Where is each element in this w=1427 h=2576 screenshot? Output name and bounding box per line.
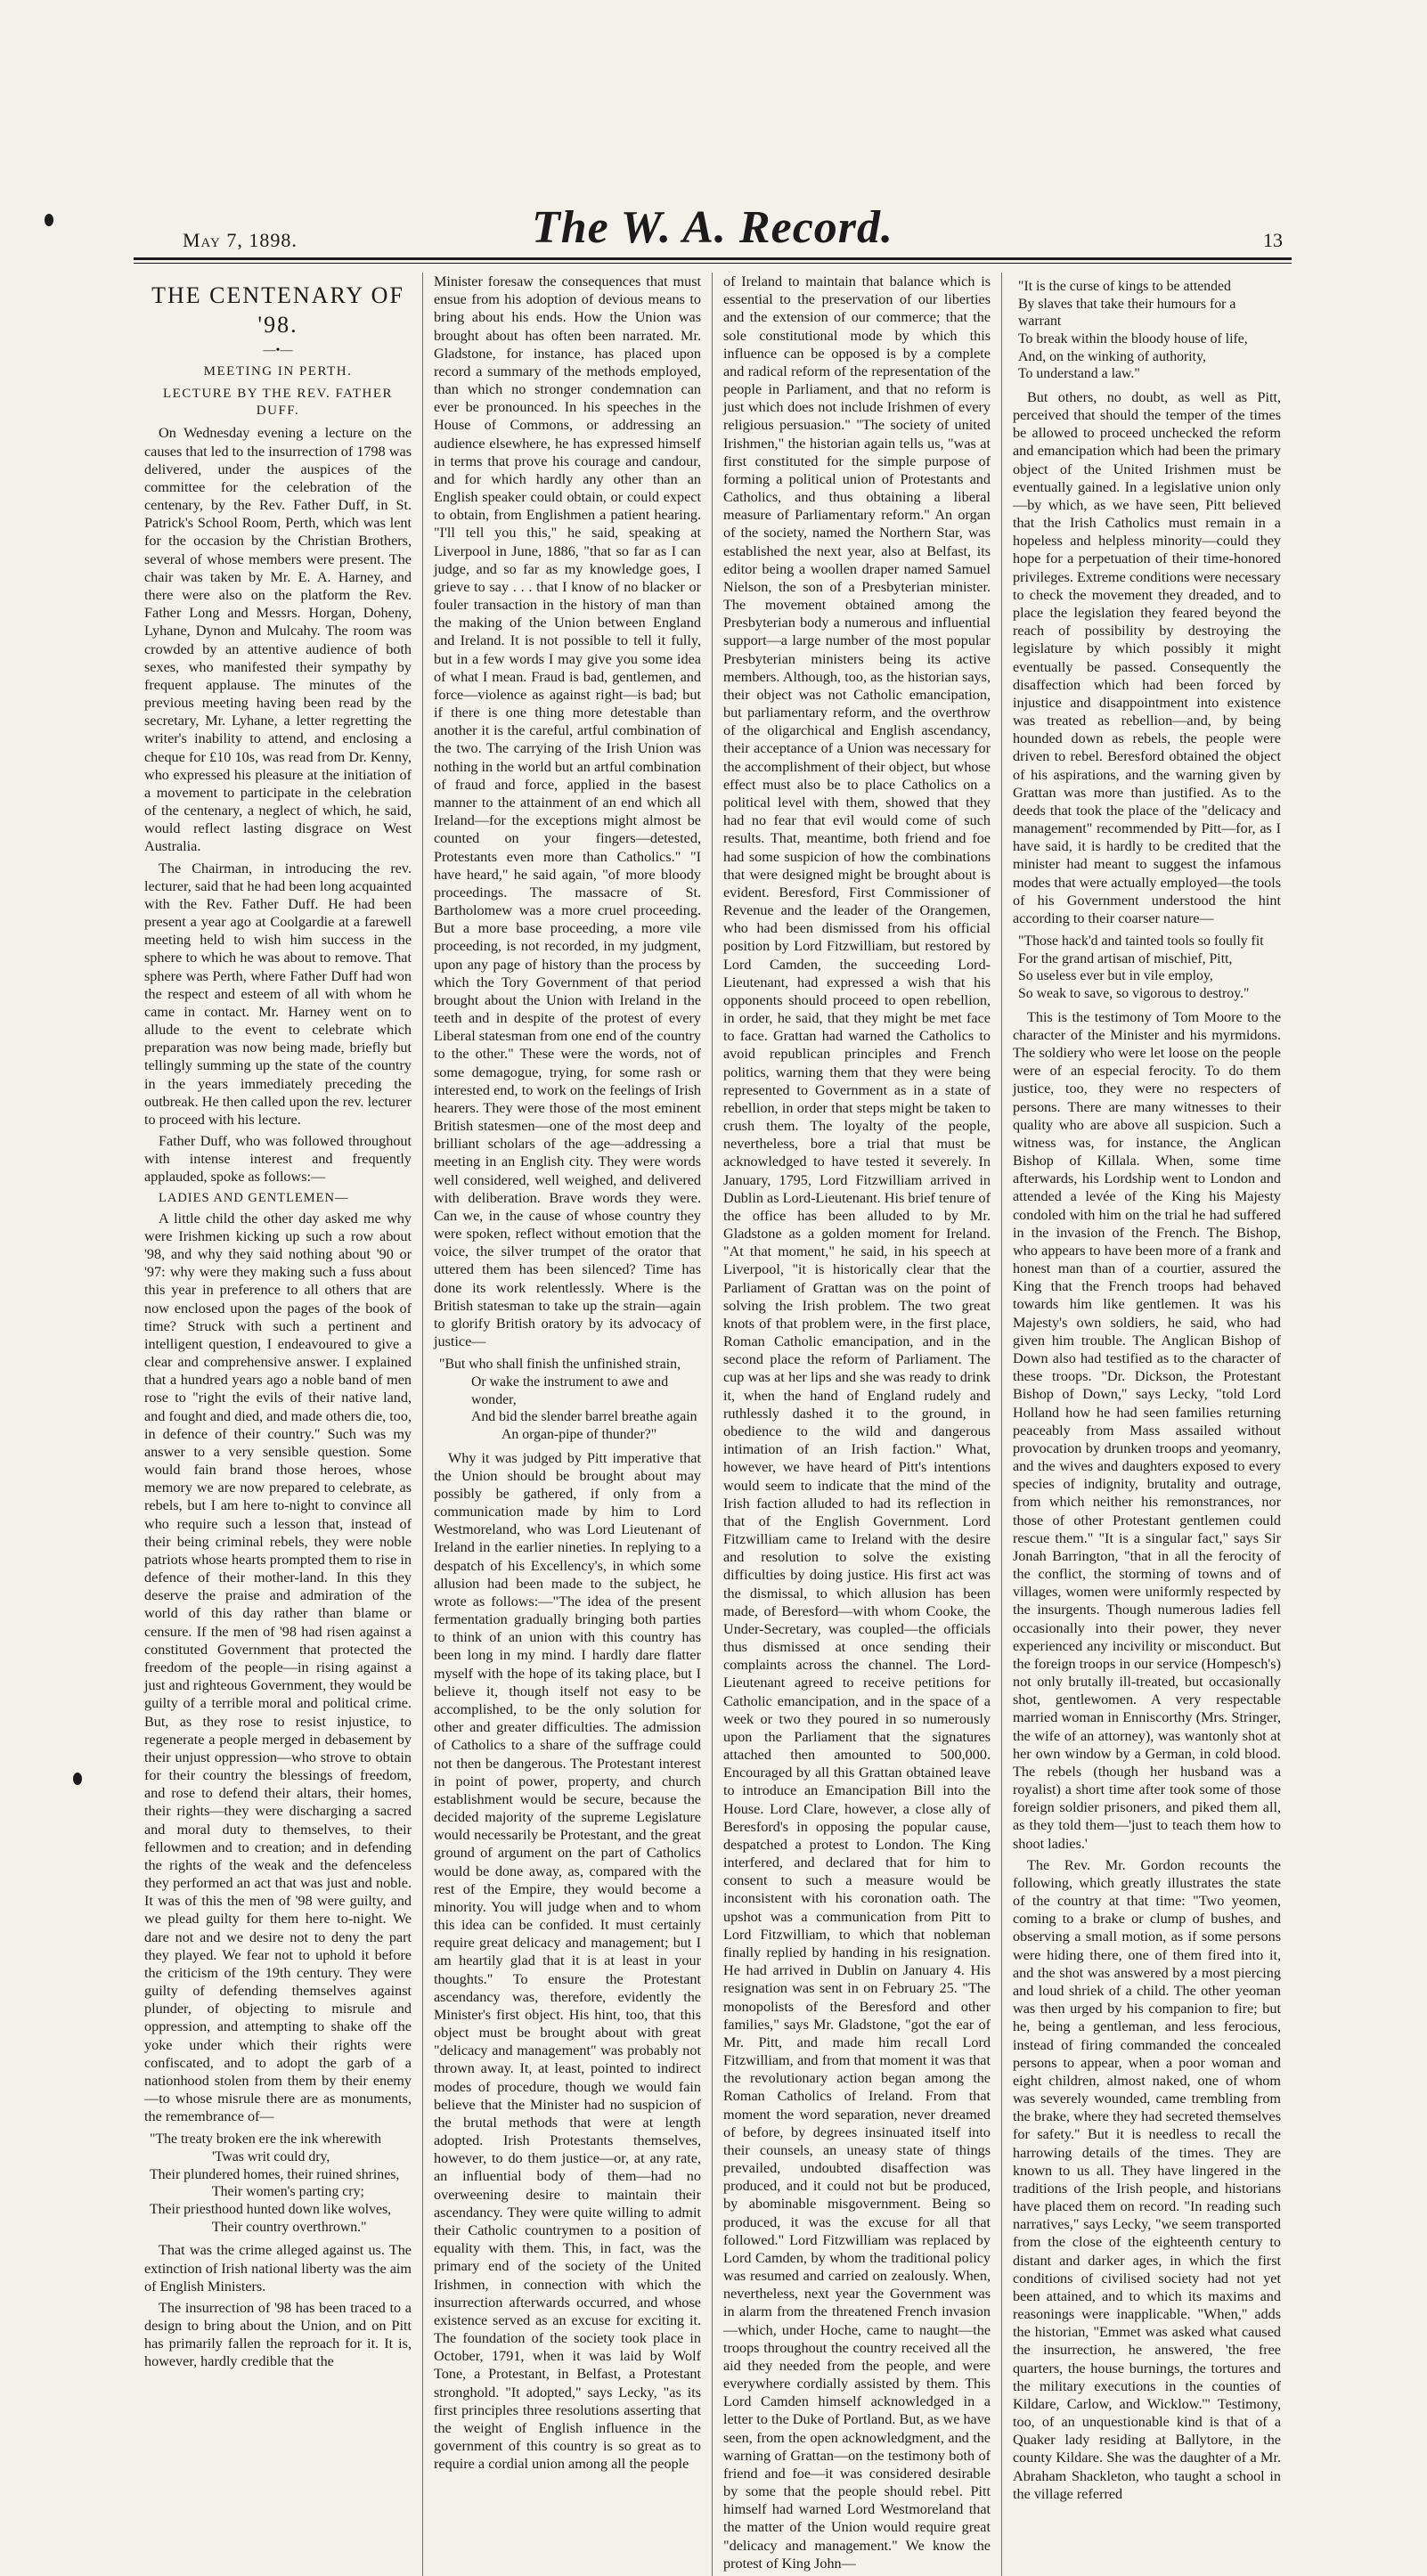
paragraph: Why it was judged by Pitt imperative that the Union should be brought about may possibly be gathered, if only from a communication made by him to Lord Westmoreland, who was Lord Lieutenant of Ireland in the earlier nineties. In replying to a despatch of his Excellency's, in which some allusion had been made to the subject, he wrote as follows:—"The idea of the present fermentation gradually bringing both parties to think of an union with this country has been long in my mind. I hardly dare flatter myself with the hope of its taking place, but I believe it, though itself not easy to be accomplished, to be the only solution for other and greater difficulties. The admission of Catholics to a share of the suffrage could not then be dangerous. The Protestant interest in point of power, property, and church establishment would be secure, because the decided majority of the supreme Legislature would necessarily be Protestant, and the great ground of argument on the part of Catholics would be done away, as, compared with the rest of the Empire, they would become a minority. You will judge when and to whom this idea can be confided. It must certainly require great delicacy and management; but I am heartily glad that it is at least in your thoughts." To ensure the Protestant ascendancy was, therefore, evidently the Minister's first object. His hint, too, that this object must be brought about with great "delicacy and management" was probably not thrown away. It, at least, pointed to indirect modes of procedure, though we would fain believe that the Minister had no suspicion of the brutal methods that were at length adopted. Irish Protestants themselves, however, to do them justice—or, at any rate, an influential body of them—had no overweening desire to maintain their ascendancy. They were quite willing to admit their Catholic countrymen to a position of equality with them. This, in fact, was the primary end of the society of the United Irishmen, in connection with which the insurrection afterwards occurred, and whose existence served as an excuse for exciting it. The foundation of the society took place in October, 1791, when it was laid by Wolf Tone, a Protestant, in Belfast, a Protestant stronghold. "It adopted," says Lecky, "as its first principles three resolutions asserting that the weight of English influence in the government of this country is so great as to require a cordial union among all the people xyxy=(434,1449,701,2473)
paragraph: Minister foresaw the consequences that must ensue from his adoption of devious means to bring about his ends. How the Union was brought about has often been narrated. Mr. Gladstone, for instance, has placed upon record a summary of the methods employed, than which no stronger condemnation can ever be pronounced. In his speeches in the House of Commons, or addressing an audience elsewhere, he has expressed himself in terms that prove his courage and candour, and for which hardly any other than an English speaker could obtain, or could expect to obtain, from Englishmen a patient hearing. "I'll tell you this," he said, speaking at Liverpool in June, 1886, "that so far as I can judge, and so far as my knowledge goes, I grieve to say . . . that I know of no blacker or fouler transaction in the history of man than the making of the Union between England and Ireland. It is not possible to tell it fully, but in a few words I may give you some idea of what I mean. Fraud is bad, gentlemen, and force—violence as against right—is bad; but if there is one thing more detestable than another it is the careful, artful combination of the two. The carrying of the Irish Union was nothing in the world but an artful combination of fraud and force, applied in the basest manner to the attainment of an end which all Ireland—for the exceptions might almost be counted on your fingers—detested, Protestants even more than Catholics." "I have heard," he said again, "of more bloody proceedings. The massacre of St. Bartholomew was a more cruel proceeding. But a more base proceeding, a more vile proceeding, is not recorded, in my judgment, upon any page of history than the process by which the Tory Government of that period brought about the Union with Ireland in the teeth and in despite of the protest of every Liberal statesman from one end of the country to the other." These were the words, not of some demagogue, trying, for some rash or interested end, to work on the feelings of Irish hearers. They were those of the most eminent British statesmen—one of the most deep and brilliant scholars of the age—addressing a meeting in an English city. They were words well considered, well weighed, and delivered with deliberation. Brave words they were. Can we, in the cause of whose country they were spoken, reflect without emotion that the voice, the silver trumpet of the orator that uttered them has been silenced? Time has done its work relentlessly. Where is the British statesman to take up the strain—again to glorify British oratory by its advocacy of justice— xyxy=(434,273,701,1350)
verse-line: "But who shall finish the unfinished strain, xyxy=(439,1357,681,1373)
article-columns xyxy=(134,273,1292,2572)
verse-line: And bid the slender barrel breathe again xyxy=(471,1409,697,1425)
verse-line: For the grand artisan of mischief, Pitt, xyxy=(1018,950,1233,966)
paragraph: But others, no doubt, as well as Pitt, perceived that should the temper of the times be allowed to proceed unchecked the reform and emancipation which had been the primary object of the United Irishmen must be eventually gained. In a legislative union only—by which, as we have seen, Pitt believed that the Irish Catholics must remain in a hopeless and helpless minority—could they hope for a perpetuation of their time-honored privileges. Extreme conditions were necessary to check the movement they dreaded, and to place the legislation they feared beyond the reach of possibility by destroying the legislature by which possibly it might eventually be passed. Consequently the disaffection which had been forced by injustice and disappointment into existence was treated as rebellion—and, by being hounded down as rebels, the people were driven to rebel. Beresford obtained the object of his aspirations, and the warning given by Grattan was more than justified. As to the deeds that took the place of the "delicacy and management" recommended by Pitt—for, as I have said, it is hardly to be credited that the minister had meant to suggest the infamous modes that were actually employed—the tools of his Government understood the hint according to their coarser nature— xyxy=(1013,388,1281,926)
verse-line: To understand a law." xyxy=(1018,366,1140,382)
paragraph: Father Duff, who was followed throughout with intense interest and frequently applauded, spoke as follows:— xyxy=(144,1133,412,1186)
newspaper-page xyxy=(134,200,1292,2572)
paragraph: The insurrection of '98 has been traced to a design to bring about the Union, and on Pitt has primarily fallen the reproach for it. It is, however, hardly credible that the xyxy=(144,2299,412,2370)
paragraph: This is the testimony of Tom Moore to the character of the Minister and his myrmidons. The soldiery who were let loose on the people were of an especial ferocity. To do them justice, too, they were no respecters of persons. There are many witnesses to their quality who are above all suspicion. Such a witness was, for instance, the Anglican Bishop of Killala. When, some time afterwards, his Lordship went to London and attended a levée of the King his Majesty condoled with him on the trial he had suffered in the invasion of the French. The Bishop, who appears to have been more of a frank and honest man than of a courtier, assured the King that the French troops had behaved towards him like gentlemen. It was his Majesty's own soldiers, he said, who had given him trouble. The Anglican Bishop of Down also had testified as to the character of these troops. "Dr. Dickson, the Protestant Bishop of Down," says Lecky, "told Lord Holland how he had seen families returning peaceably from Mass assailed without provocation by drunken troops and yeomanry, and the wives and daughters exposed to every species of indignity, brutality and outrage, from which neither his remonstrances, nor those of other Protestant gentlemen could rescue them." "It is a singular fact," says Sir Jonah Barrington, "that in all the ferocity of the conflict, the storming of towns and of villages, women were uniformly respected by the insurgents. Though numerous ladies fell occasionally into their power, they never experienced any incivility or misconduct. But the foreign troops in our service (Hompesch's) not only brutally ill-treated, but occasionally shot, gentlewomen. A very respectable married woman in Enniscorthy (Mrs. Stringer, the wife of an attorney), was wantonly shot at her own window by a German, in cold blood. The rebels (though her husband was a royalist) a short time after took some of those foreign soldier prisoners, and piked them all, as they told them—'just to teach them how to shoot ladies.' xyxy=(1013,1008,1281,1852)
margin-mark-bottom xyxy=(73,1773,82,1785)
issue-date: May 7, 1898. xyxy=(183,229,298,251)
verse-quote xyxy=(150,2131,412,2236)
margin-mark-top xyxy=(45,214,53,226)
verse-line: "Those hack'd and tainted tools so foully fit xyxy=(1018,933,1264,950)
paragraph: That was the crime alleged against us. The extinction of Irish national liberty was the aim of English Ministers. xyxy=(144,2242,412,2295)
paragraph: The Rev. Mr. Gordon recounts the following, which greatly illustrates the state of the country at that time: "Two yeomen, coming to a brake or clump of bushes, and observing a small motion, as if some persons were hiding there, one of them fired into it, and the shot was answered by a most piercing and loud shriek of a child. The other yeoman was then urged by his companion to fire; but he, being a gentleman, and less ferocious, instead of firing commanded the concealed persons to appear, when a poor woman and eight children, almost naked, one of whom was severely wounded, came trembling from the brake, where they had secreted themselves for safety." But it is needless to recall the harrowing details of the times. They are known to us all. They have lingered in the traditions of the Irish people, and historians have placed them on record. "In reading such narratives," says Lecky, "we seem transported from the close of the eighteenth century to distant and darker ages, in which the first conditions of civilised society had not yet been attained, and to which its maxims and reasonings were inapplicable. "When," adds the historian, "Emmet was asked what caused the insurrection, he answered, 'the free quarters, the house burnings, the tortures and the military executions in the counties of Kildare, Carlow, and Wicklow.'" Testimony, too, of an unquestionable kind is that of a Quaker lady residing at Ballytore, in the county Kildare. She was the daughter of a Mr. Abraham Shackleton, who taught a school in the village referred xyxy=(1013,1856,1281,2502)
lecture-subhead: LECTURE BY THE REV. FATHER DUFF. xyxy=(162,387,394,418)
paragraph: The Chairman, in introducing the rev. lecturer, said that he had been long acquainted with the Rev. Father Duff. He had been present a year ago at Coolgardie at a farewell meeting held to wish him success in the sphere to which he was about to remove. That sphere was Perth, where Father Duff had won the respect and esteem of all with whom he came in contact. Mr. Harney went on to allude to the event to celebrate which preparation was now being made, briefly but tellingly summing up the state of the country in the years immediately preceding the outbreak. He then called upon the rev. lecturer to proceed with his lecture. xyxy=(144,860,412,1128)
page-number: 13 xyxy=(1263,229,1283,251)
verse-line: And, on the winking of authority, xyxy=(1018,348,1206,364)
column-2 xyxy=(423,273,713,2576)
verse-line: Their country overthrown." xyxy=(212,2219,367,2235)
column-1 xyxy=(134,273,423,2576)
verse-quote xyxy=(439,1356,701,1443)
verse-line: "The treaty broken ere the ink wherewith xyxy=(150,2132,381,2148)
column-3 xyxy=(713,273,1002,2576)
verse-line: Or wake the instrument to awe and wonder, xyxy=(471,1374,669,1407)
verse-line: "It is the curse of kings to be attended xyxy=(1018,279,1231,294)
meeting-subhead: MEETING IN PERTH. xyxy=(203,364,353,379)
verse-quote xyxy=(1018,933,1281,1003)
headline-divider: —•— xyxy=(263,344,293,357)
salutation: LADIES AND GENTLEMEN— xyxy=(159,1190,349,1205)
verse-line: So useless ever but in vile employ, xyxy=(1018,968,1213,984)
verse-line: So weak to save, so vigorous to destroy." xyxy=(1018,986,1250,1002)
verse-line: By slaves that take their humours for a warrant xyxy=(1018,296,1236,330)
paragraph: A little child the other day asked me why were Irishmen kicking up such a row about '98, and why they said nothing about '90 or '97: why were they making such a fuss about this year in preference to all others that are now enclosed upon the pages of the book of time? Struck with such a pertinent and intelligent question, I endeavoured to give a clear and comprehensive answer. I explained that a hundred years ago a noble band of men rose to "right the evils of their native land, and fought and died, and made others die, too, in defence of their country." Such was my answer to a very sensible question. Some would fain brand those heroes, whose memory we are now prepared to celebrate, as rebels, but I am here to-night to convince all who require such a lesson that, instead of their being criminal rebels, they were noble patriots whose hearts prompted them to rise in defence of their mother-land. In this they deserve the praise and admiration of the world of this day rather than blame or censure. If the men of '98 had risen against a constituted Government that protected the freedom of the people—in rising against a just and righteous Government, they would be guilty of a terrible moral and political crime. But, as they rose to resist injustice, to regenerate a people merged in debasement by their unjust oppression—who strove to obtain for their country the blessings of freedom, and rose to defend their altars, their homes, their rights—they were discharging a sacred and moral duty to themselves, to their fellowmen and to creation; and in defending the rights of the weak and the defenceless they performed an act that was just and noble. It was of this the men of '98 were guilty, and we plead guilty for them here to-night. We dare not and we desire not to deny the part they played. We fear not to uphold it before the criticism of the 19th century. They were guilty of defending themselves against plunder, of objecting to misrule and oppression, and attempting to shake off the yoke under which their rights were confiscated, and to adopt the garb of a nationhood stolen from them by their enemy—to whose misrule there are as monuments, the remembrance of— xyxy=(144,1210,412,2125)
verse-line: 'Twas writ could dry, xyxy=(212,2149,330,2165)
verse-line: To break within the bloody house of life, xyxy=(1018,330,1248,346)
paragraph: of Ireland to maintain that balance which is essential to the preservation of our liberties and the extension of our commerce; that the sole constitutional mode by which this influence can be opposed is by a complete and radical reform of the representation of the people in Parliament, and that no reform is just which does not include Irishmen of every religious persuasion." "The society of united Irishmen," the historian again tells us, "was at first constituted for the simple purpose of forming a political union of Protestants and Catholics, and thus obtaining a liberal measure of Parliamentary reform." An organ of the society, named the Northern Star, was established the next year, also at Belfast, its editor being a woollen draper named Samuel Nielson, the son of a Presbyterian minister. The movement obtained among the Presbyterian body a numerous and influential support—a large number of the most popular Presbyterian ministers being its active members. Although, too, as the historian says, their object was not Catholic emancipation, but parliamentary reform, and the overthrow of the oligarchical and English ascendancy, their acceptance of a Union was necessary for the accomplishment of their object, but whose effect must also be to place Catholics on a political level with them, showed that they had no fear that evil would come of such results. That, meantime, both friend and foe had some suspicion of how the combinations that were designed might be brought about is evident. Beresford, First Commissioner of Revenue and the leader of the Orangemen, who had been dismissed from his official position by Lord Fitzwilliam, but restored by Lord Camden, the succeeding Lord-Lieutenant, had expressed a wish that his opponents should proceed to open rebellion, in order, he said, that they might be met face to face. Grattan had warned the Catholics to avoid republican principles and French politics, warning them that they were being represented to Government as in a state of rebellion, in order that steps might be taken to crush them. The loyalty of the people, nevertheless, bore a trial that must be acknowledged to have tested it severely. In January, 1795, Lord Fitzwilliam arrived in Dublin as Lord-Lieutenant. His brief tenure of the office has been alluded to by Mr. Gladstone as a golden moment for Ireland. "At that moment," he said, in his speech at Liverpool, "it is historically clear that the Parliament of Grattan was on the point of solving the Irish problem. The two great knots of that problem were, in the first place, Roman Catholic emancipation, and in the second place the reform of Parliament. The cup was at her lips and she was ready to drink it, when the hand of England rudely and ruthlessly dashed it to the ground, in obedience to the wild and dangerous intimation of an Irish faction." What, however, we have heard of Pitt's intentions would seem to indicate that the mind of the Irish faction alluded to had its reflection in that of the English Government. Lord Fitzwilliam came to Ireland with the desire and resolution to solve the existing difficulties by doing justice. His first act was the dismissal, to which allusion has been made, of Beresford—with whom Cooke, the Under-Secretary, was coupled—the officials thus dismissed at once sending their complaints across the channel. The Lord-Lieutenant agreed to receive petitions for Catholic emancipation, and in the space of a week or two they poured in so numerously upon the Parliament that the signatures attached then amounted to 500,000. Encouraged by all this Grattan obtained leave to introduce an Emancipation Bill into the House. Lord Clare, however, a close ally of Beresford's in opposing the popular cause, despatched a protest to London. The King interfered, and declared that for him to consent to such a measure would be inconsistent with his coronation oath. The upshot was a communication from Pitt to Lord Fitzwilliam, to which that nobleman finally replied by handing in his resignation. He had arrived in Dublin on January 4. His resignation was sent in on February 25. "The monopolists of the Beresford and other families," says Mr. Gladstone, "got the ear of Mr. Pitt, and made him recall Lord Fitzwilliam, and from that moment it was that the revolutionary action began among the Roman Catholics of Ireland. From that moment the word separation, never dreamed of before, by degrees insinuated itself into their counsels, an uneasy state of things prevailed, undoubted disaffection was produced, and it could not but be produced, by abominable misgovernment. Being so produced, it was the excuse for all that followed." Lord Fitzwilliam was replaced by Lord Camden, by whom the traditional policy was resumed and carried on zealously. When, nevertheless, next year the Government was in alarm from the threatened French invasion—which, under Hoche, came to naught—the troops throughout the country received all the aid they needed from the people, and were everywhere cordially assisted by them. This Lord Camden himself acknowledged in a letter to the Duke of Portland. But, as we have seen, from the open acknowledgment, and the warning of Grattan—on the testimony both of friend and foe—it was considered desirable by some that the people should rebel. Pitt himself had warned Lord Westmoreland that the matter of the Union would require great "delicacy and management." We know the protest of King John— xyxy=(723,273,991,2572)
column-4 xyxy=(1002,273,1292,2576)
masthead-rule xyxy=(134,263,1292,264)
verse-line: Their women's parting cry; xyxy=(212,2184,364,2200)
paragraph: On Wednesday evening a lecture on the causes that led to the insurrection of 1798 was delivered, under the auspices of the committee for the celebration of the centenary, by the Rev. Father Duff, in St. Patrick's School Room, Perth, which was lent for the occasion by the Christian Brothers, several of whose members were present. The chair was taken by Mr. E. A. Harney, and there were also on the platform the Rev. Father Long and Messrs. Horgan, Doheny, Lyhane, Dynon and Mulcahy. The room was crowded by an attentive audience of both sexes, who manifested their sympathy by frequent applause. The minutes of the previous meeting having been read by the secretary, Mr. Lyhane, a letter regretting the writer's inability to attend, and enclosing a cheque for £10 10s, was read from Dr. Kenny, who expressed his pleasure at the initiation of a movement to participate in the celebration of the centenary, a neglect of which, he said, would reflect lasting disgrace on West Australia. xyxy=(144,425,412,855)
article-headline: THE CENTENARY OF '98. xyxy=(151,282,404,338)
verse-quote xyxy=(1018,278,1281,383)
verse-line: Their plundered homes, their ruined shrines, xyxy=(150,2166,400,2182)
masthead xyxy=(134,200,1292,260)
verse-line: An organ-pipe of thunder?" xyxy=(501,1426,657,1442)
newspaper-title: The W. A. Record. xyxy=(531,202,894,253)
verse-line: Their priesthood hunted down like wolves, xyxy=(150,2202,392,2218)
